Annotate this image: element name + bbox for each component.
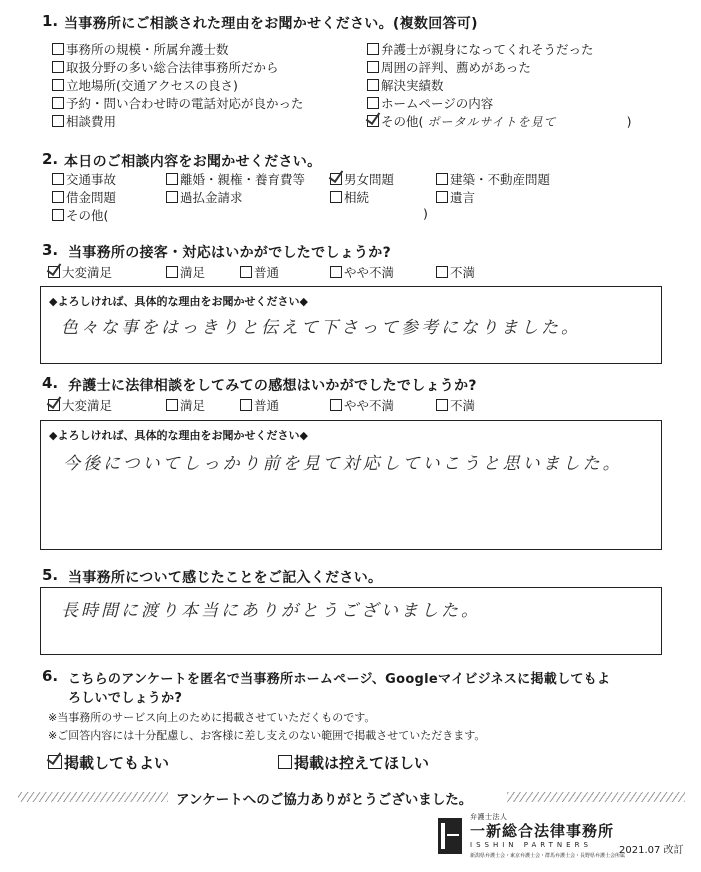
q3-rating[interactable]: 大変満足 [48, 263, 112, 281]
logo-name: 一新総合法律事務所 [470, 822, 615, 840]
checkbox[interactable] [240, 266, 252, 278]
q1-other-handwritten: ポータルサイトを見て [427, 115, 557, 129]
checkbox[interactable] [166, 173, 178, 185]
q4-handwritten: 今後についてしっかり前を見て対応していこうと思いました。 [63, 454, 623, 474]
q1-option[interactable]: 弁護士が親身になってくれそうだった [367, 40, 631, 58]
checkbox[interactable] [52, 209, 64, 221]
q4-title: 弁護士に法律相談をしてみての感想はいかがでしたでしょうか? [68, 378, 477, 394]
q2-number: 2. [42, 150, 59, 168]
q2-option[interactable]: 男女問題 [330, 170, 394, 188]
checkbox[interactable] [330, 399, 342, 411]
logo-small-text: 弁護士法人 [470, 813, 508, 821]
q3-title: 当事務所の接客・対応はいかがでしたでしょうか? [68, 245, 392, 261]
q6-option-yes[interactable]: 掲載してもよい [48, 752, 169, 773]
q1-option[interactable]: ホームページの内容 [367, 94, 631, 112]
q4-number: 4. [42, 374, 59, 392]
q1-option[interactable]: 事務所の規模・所属弁護士数 [52, 40, 304, 58]
checkbox-checked[interactable] [48, 266, 60, 278]
q3-number: 3. [42, 241, 59, 259]
checkbox[interactable] [52, 79, 64, 91]
revision-label: 2021.07 改訂 [619, 845, 684, 856]
q3-comment-box[interactable] [40, 286, 662, 364]
checkbox[interactable] [436, 173, 448, 185]
q5-title: 当事務所について感じたことをご記入ください。 [68, 570, 383, 586]
q6-note-1: ※当事務所のサービス向上のために掲載させていただくものです。 [48, 711, 376, 724]
q5-handwritten: 長時間に渡り本当にありがとうございました。 [61, 601, 481, 621]
checkbox[interactable] [52, 173, 64, 185]
q1-number: 1. [42, 12, 59, 30]
checkbox[interactable] [52, 43, 64, 55]
q2-option-other[interactable]: その他( [52, 206, 108, 224]
q2-title: 本日のご相談内容をお聞かせください。 [64, 154, 322, 170]
q1-option[interactable]: 立地場所(交通アクセスの良さ) [52, 76, 304, 94]
checkbox[interactable] [166, 399, 178, 411]
checkbox-checked[interactable] [367, 115, 379, 127]
q3-hint: ◆よろしければ、具体的な理由をお聞かせください◆ [49, 295, 308, 308]
q1-option[interactable]: 相談費用 [52, 112, 304, 130]
checkbox[interactable] [330, 266, 342, 278]
checkbox[interactable] [436, 266, 448, 278]
q1-option[interactable]: 取扱分野の多い総合法律事務所だから [52, 58, 304, 76]
q1-option[interactable]: 予約・問い合わせ時の電話対応が良かった [52, 94, 304, 112]
checkbox[interactable] [240, 399, 252, 411]
checkbox-checked[interactable] [48, 399, 60, 411]
logo-mark-icon [438, 818, 462, 854]
logo-en: ISSHIN PARTNERS [470, 841, 592, 849]
q4-rating[interactable]: 満足 [166, 396, 205, 414]
footer-hatch-right [507, 792, 685, 802]
q3-rating[interactable]: やや不満 [330, 263, 394, 281]
checkbox[interactable] [166, 191, 178, 203]
q1-option[interactable]: 周囲の評判、薦めがあった [367, 58, 631, 76]
checkbox[interactable] [367, 61, 379, 73]
q6-title-line1: こちらのアンケートを匿名で当事務所ホームページ、Googleマイビジネスに掲載してもよ [68, 672, 611, 687]
q3-rating[interactable]: 満足 [166, 263, 205, 281]
q2-option[interactable]: 相続 [330, 188, 369, 206]
q4-rating[interactable]: 大変満足 [48, 396, 112, 414]
logo-sub: 新潟県弁護士会・東京弁護士会・群馬弁護士会・長野県弁護士会所属 [470, 853, 626, 859]
checkbox[interactable] [52, 97, 64, 109]
q4-hint: ◆よろしければ、具体的な理由をお聞かせください◆ [49, 429, 308, 442]
q6-note-2: ※ご回答内容には十分配慮し、お客様に差し支えのない範囲で掲載させていただきます。 [48, 729, 486, 742]
q2-option[interactable]: 建築・不動産問題 [436, 170, 550, 188]
q2-option[interactable]: 遺言 [436, 188, 475, 206]
q1-option-other[interactable]: その他( ポータルサイトを見て ) [367, 112, 631, 130]
q1-other-close: ) [626, 114, 632, 129]
q3-rating[interactable]: 普通 [240, 263, 279, 281]
q3-handwritten: 色々な事をはっきりと伝えて下さって参考になりました。 [61, 318, 581, 338]
footer-thanks: アンケートへのご協力ありがとうございました。 [176, 792, 473, 808]
checkbox[interactable] [367, 43, 379, 55]
q2-option[interactable]: 交通事故 [52, 170, 116, 188]
q5-comment-box[interactable] [40, 587, 662, 655]
checkbox[interactable] [278, 755, 292, 769]
checkbox[interactable] [166, 266, 178, 278]
q1-option[interactable]: 解決実績数 [367, 76, 631, 94]
checkbox[interactable] [52, 115, 64, 127]
q6-number: 6. [42, 667, 59, 685]
q4-rating[interactable]: 不満 [436, 396, 475, 414]
q2-other-close: ) [423, 206, 428, 221]
q2-option[interactable]: 借金問題 [52, 188, 116, 206]
checkbox[interactable] [330, 191, 342, 203]
checkbox[interactable] [436, 191, 448, 203]
q4-comment-box[interactable] [40, 420, 662, 550]
footer-hatch-left [18, 792, 168, 802]
q2-option[interactable]: 過払金請求 [166, 188, 243, 206]
q3-rating[interactable]: 不満 [436, 263, 475, 281]
q1-options-right [367, 40, 631, 130]
checkbox[interactable] [367, 97, 379, 109]
q6-option-no[interactable]: 掲載は控えてほしい [278, 752, 429, 773]
checkbox[interactable] [436, 399, 448, 411]
q4-rating[interactable]: やや不満 [330, 396, 394, 414]
q4-rating[interactable]: 普通 [240, 396, 279, 414]
checkbox-checked[interactable] [48, 755, 62, 769]
checkbox[interactable] [52, 61, 64, 73]
checkbox[interactable] [52, 191, 64, 203]
q1-title: 当事務所にご相談された理由をお聞かせください。(複数回答可) [64, 16, 478, 32]
checkbox-checked[interactable] [330, 173, 342, 185]
q1-options-left [52, 40, 304, 130]
q2-option[interactable]: 離婚・親権・養育費等 [166, 170, 305, 188]
checkbox[interactable] [367, 79, 379, 91]
q5-number: 5. [42, 566, 59, 584]
q6-title-line2: ろしいでしょうか? [68, 691, 183, 706]
